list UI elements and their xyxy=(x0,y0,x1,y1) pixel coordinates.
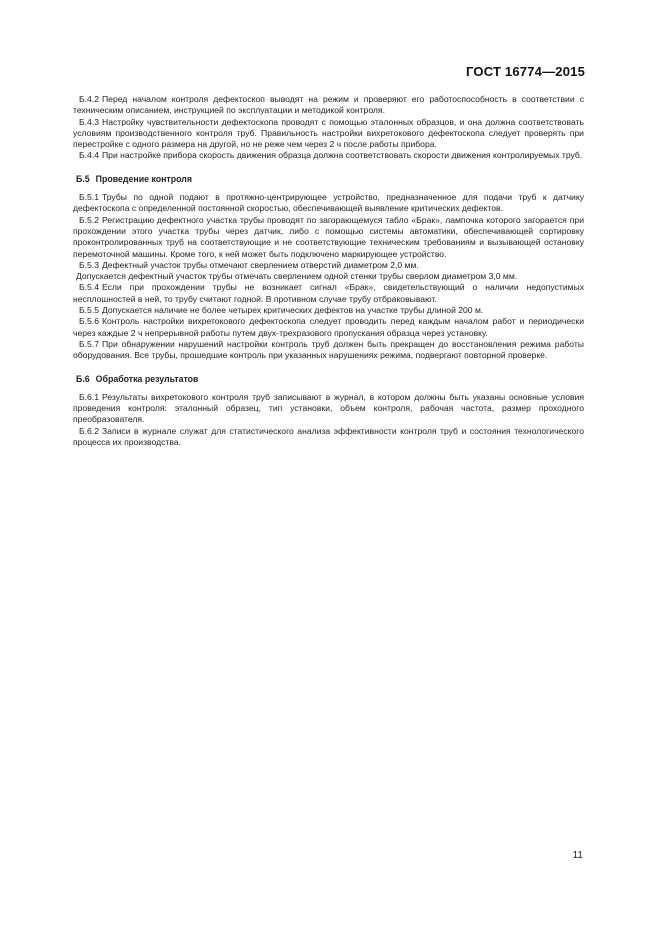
paragraph-b-5-7: Б.5.7 При обнаружении нарушений настройки контроль труб должен быть прекращен до восстановления режима работы оборудования. Все трубы, прошедшие контроль при указанных нарушениях режима, подвергают повторной проверке. xyxy=(73,338,584,361)
page-number: 11 xyxy=(572,850,583,861)
paragraph-b-4-2: Б.4.2 Перед началом контроля дефектоскоп выводят на режим и проверяют его работоспособность в соответствии с техническим описанием, инструкцией по эксплуатации и методикой контроля. xyxy=(73,94,584,116)
paragraph-b-6-1: Б.6.1 Результаты вихретокового контроля труб записывают в журнал, в котором должны быть указаны основные условия проведения контроля: эталонный образец, тип установки, объем контроля, рабочая частота, размер проходного преобразователя. xyxy=(73,391,584,425)
paragraph-b-4-3: Б.4.3 Настройку чувствительности дефектоскопа проводят с помощью эталонных образцов, и она должна соответствовать условиям производственного контроля труб. Правильность настройки вихретокового дефектоскопа следует проверять при перестройке с одного размера на другой, но не реже чем через 2 ч после работы прибора. xyxy=(73,116,584,150)
document-body xyxy=(73,94,584,448)
paragraph-b-5-3: Б.5.3 Дефектный участок трубы отмечают сверлением отверстий диаметром 2,0 мм. xyxy=(79,259,419,270)
paragraph-b-5-3-note: Допускается дефектный участок трубы отмечать сверлением одной стенки трубы сверлом диаметром 3,0 мм. xyxy=(76,271,518,282)
paragraph-b-6-2: Б.6.2 Записи в журнале служат для статистического анализа эффективности контроля труб и состояния технологического процесса их производства. xyxy=(73,425,584,448)
paragraph-b-5-2: Б.5.2 Регистрацию дефектного участка трубы проводят по загорающемуся табло «Брак», лампочка которого загорается при прохождении этого участка трубы через датчик, либо с помощью системы автоматики, обеспечивающей сортировку проконтролированных труб на соответствующие и не соответствующие техническим требованиям и вызывающей остановку перемоточной машины. Кроме того, к ней может быть подключено маркирующее устройство. xyxy=(73,214,584,259)
paragraph-b-4-4: Б.4.4 При настройке прибора скорость движения образца должна соответствовать скорости движения контролируемых труб. xyxy=(79,150,583,161)
paragraph-b-5-1: Б.5.1 Трубы по одной подают в протяжно-центрирующее устройство, предназначенное для подачи труб к датчику дефектоскопа с определенной постоянной скоростью, обеспечивающей выявление критических дефектов. xyxy=(73,192,584,214)
paragraph-b-5-4: Б.5.4 Если при прохождении трубы не возникает сигнал «Брак», свидетельствующий о наличии недопустимых несплошностей в ней, то трубу считают годной. В противном случае трубу отбраковывают. xyxy=(73,282,584,304)
section-title-b-5: Б.5 Проведение контроля xyxy=(76,173,192,184)
document-code-header: ГОСТ 16774—2015 xyxy=(466,64,585,79)
paragraph-b-5-6: Б.5.6 Контроль настройки вихретокового дефектоскопа следует проводить перед каждым началом работ и периодически через каждые 2 ч непрерывной работы путем двух-трехразового пропускания образца через установку. xyxy=(73,316,584,338)
section-title-b-6: Б.6 Обработка результатов xyxy=(76,373,199,384)
paragraph-b-5-5: Б.5.5 Допускается наличие не более четырех критических дефектов на участке трубы длиной 200 м. xyxy=(79,305,484,316)
